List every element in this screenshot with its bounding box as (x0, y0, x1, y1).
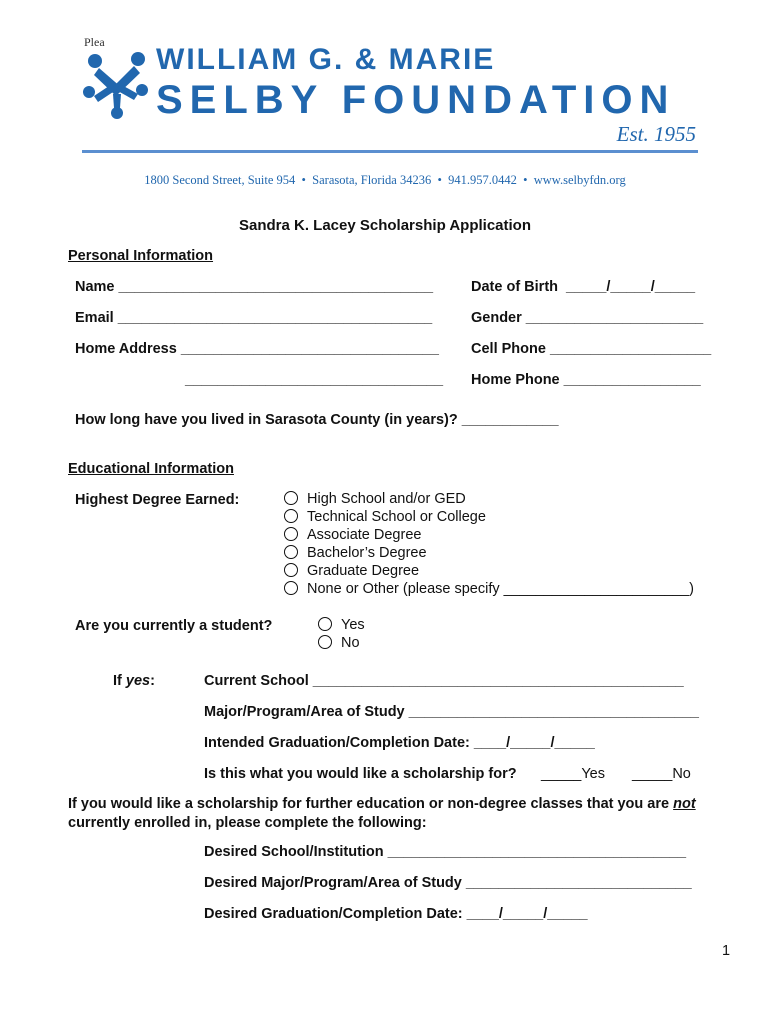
student-option-yes: Yes (341, 617, 365, 633)
email-field[interactable]: Email _______________________________________ (75, 310, 433, 326)
degree-option-label: Bachelor’s Degree (307, 545, 427, 561)
education-heading: Educational Information (68, 461, 234, 477)
if-word: If (113, 673, 122, 689)
foundation-address: 1800 Second Street, Suite 954 • Sarasota, Florida 34236 • 941.957.0442 • www.selbyfdn.org (144, 173, 626, 187)
if-yes-label (113, 673, 155, 689)
further-education-instruction-2: currently enrolled in, please complete the following: (68, 815, 427, 831)
degree-radio-graduate[interactable] (284, 563, 298, 577)
desired-school-field[interactable]: Desired School/Institution _____________________________________ (204, 844, 687, 860)
student-option-no: No (341, 635, 360, 651)
degree-label: Highest Degree Earned: (75, 492, 240, 508)
degree-option-label: High School and/or GED (307, 491, 466, 507)
degree-option-label: Technical School or College (307, 509, 486, 525)
degree-option-label: Associate Degree (307, 527, 422, 543)
degree-radio-associate[interactable] (284, 527, 298, 541)
corner-text: Plea (84, 35, 105, 49)
emphasis-not: not (673, 796, 696, 812)
yes-word: yes (125, 673, 151, 689)
current-school-field[interactable]: Current School ______________________________________________ (204, 673, 684, 689)
foundation-logo (82, 40, 702, 155)
student-radio-no[interactable] (318, 635, 332, 649)
degree-radio-high-school[interactable] (284, 491, 298, 505)
scholarship-for-question: Is this what you would like a scholarship for? (204, 766, 517, 782)
form-title: Sandra K. Lacey Scholarship Application (238, 217, 532, 234)
scholarship-no-blank[interactable]: _____No (632, 766, 691, 782)
further-education-instruction (68, 796, 696, 812)
intended-graduation-field[interactable]: Intended Graduation/Completion Date: ____/_____/_____ (204, 735, 595, 751)
degree-option-label[interactable]: None or Other (please specify _______________________) (307, 581, 694, 597)
scholarship-yes-blank[interactable]: _____Yes (541, 766, 605, 782)
personal-info-heading: Personal Information (68, 248, 214, 264)
years-in-county-field[interactable]: How long have you lived in Sarasota County (in years)? ____________ (75, 412, 559, 428)
gender-field[interactable]: Gender ______________________ (471, 310, 704, 326)
home-address-line2-field[interactable]: ________________________________ (185, 372, 444, 388)
name-field[interactable]: Name _______________________________________ (75, 279, 434, 295)
desired-graduation-field[interactable]: Desired Graduation/Completion Date: ____/_____/_____ (204, 906, 588, 922)
instruction-text: If you would like a scholarship for further education or non-degree classes that you are (68, 796, 674, 812)
degree-radio-other[interactable] (284, 581, 298, 595)
page-number: 1 (722, 943, 731, 959)
major-field[interactable]: Major/Program/Area of Study ____________________________________ (204, 704, 699, 720)
logo-line1: WILLIAM G. & MARIE (156, 43, 496, 76)
degree-radio-bachelors[interactable] (284, 545, 298, 559)
degree-radio-technical[interactable] (284, 509, 298, 523)
logo-established: Est. 1955 (616, 122, 696, 146)
student-radio-yes[interactable] (318, 617, 332, 631)
student-question: Are you currently a student? (75, 618, 273, 634)
degree-option-label: Graduate Degree (307, 563, 420, 579)
logo-line2: SELBY FOUNDATION (156, 78, 676, 122)
home-address-field[interactable]: Home Address ________________________________ (75, 341, 439, 357)
date-of-birth-field[interactable]: Date of Birth _____/_____/_____ (471, 279, 696, 295)
home-phone-field[interactable]: Home Phone _________________ (471, 372, 701, 388)
header-rule (82, 150, 698, 153)
desired-major-field[interactable]: Desired Major/Program/Area of Study ____________________________ (204, 875, 692, 891)
cell-phone-field[interactable]: Cell Phone ____________________ (471, 341, 712, 357)
if-colon: : (150, 673, 155, 689)
people-figures-icon (82, 48, 152, 123)
